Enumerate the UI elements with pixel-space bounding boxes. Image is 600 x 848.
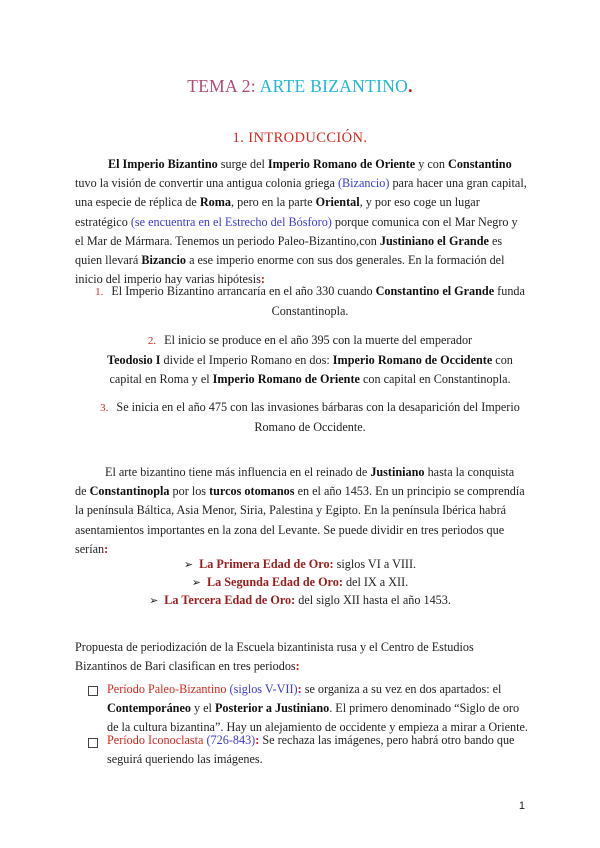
period-text: Se rechaza las imágenes, pero habrá otro bando que seguirá queriendo las imágenes. bbox=[107, 733, 515, 767]
hypothesis-term: Constantino el Grande bbox=[375, 284, 495, 298]
intro-paragraph bbox=[75, 155, 527, 289]
intro-text: a ese imperio enorme con sus dos generales. En la formación del inicio del imperio hay varias hipótesis bbox=[75, 253, 505, 287]
hypothesis-text: Romano de Occidente. bbox=[254, 420, 366, 435]
intro-text: tuvo la visión de convertir una antigua colonia griega bbox=[75, 176, 338, 191]
intro-text: porque comunica con el Mar Negro y el Mar de Mármara. Tenemos un periodo Paleo-Bizantino,con bbox=[75, 214, 518, 248]
influence-term: Constantinopla bbox=[89, 484, 170, 499]
period-text: y el bbox=[190, 701, 215, 716]
era-text: del IX a XII. bbox=[342, 575, 409, 589]
period-colon: : bbox=[255, 733, 260, 747]
intro-text: , pero en la parte bbox=[231, 195, 316, 210]
hypothesis-text: El inicio se produce en el año 395 con la muerte del emperador bbox=[164, 333, 473, 347]
intro-text: para hacer una gran capital, una especie de réplica de bbox=[75, 176, 527, 210]
influence-text: por los bbox=[169, 484, 210, 499]
hypothesis-term: Imperio Romano de Oriente bbox=[212, 372, 360, 387]
intro-term: Roma bbox=[199, 195, 232, 210]
hypothesis-item bbox=[80, 282, 540, 321]
intro-text: y con bbox=[415, 157, 449, 171]
intro-highlight: (se encuentra en el Estrecho del Bósforo) bbox=[130, 214, 332, 229]
proposal-paragraph bbox=[75, 638, 527, 676]
period-term: Posterior a Justiniano bbox=[214, 701, 330, 716]
section-heading: 1. INTRODUCCIÓN. bbox=[232, 130, 368, 146]
hypothesis-number: 2. bbox=[147, 335, 157, 347]
hypothesis-item bbox=[80, 398, 540, 437]
proposal-colon: : bbox=[295, 659, 300, 674]
period-label: Período Paleo-Bizantino bbox=[107, 682, 227, 696]
hypothesis-text: El Imperio Bizantino arrancaría en el año 330 cuando bbox=[111, 284, 376, 298]
period-range: (726-843) bbox=[206, 733, 256, 747]
era-label: La Primera Edad de Oro: bbox=[199, 557, 334, 571]
influence-term: Justiniano bbox=[370, 465, 425, 479]
hypothesis-number: 1. bbox=[95, 286, 104, 298]
arrow-bullet-icon: ➢ bbox=[149, 595, 159, 607]
period-label: Período Iconoclasta bbox=[107, 733, 204, 747]
era-label: La Tercera Edad de Oro: bbox=[164, 593, 296, 607]
hypothesis-text: capital en Roma y el bbox=[109, 372, 213, 387]
influence-colon: : bbox=[104, 541, 109, 556]
intro-text: surge del bbox=[217, 157, 268, 171]
checkbox-bullet-icon bbox=[88, 684, 100, 696]
intro-colon: : bbox=[260, 272, 265, 287]
era-item bbox=[0, 591, 600, 611]
intro-text: , y por eso coge un lugar estratégico bbox=[75, 195, 480, 229]
influence-term: turcos otomanos bbox=[209, 484, 295, 499]
influence-paragraph bbox=[75, 463, 527, 559]
hypothesis-number: 3. bbox=[100, 402, 109, 414]
hypothesis-item bbox=[85, 331, 535, 390]
hypothesis-text: divide el Imperio Romano en dos: bbox=[160, 353, 333, 368]
hypothesis-text: Se inicia en el año 475 con las invasiones bárbaras con la desaparición del Imperio bbox=[116, 400, 520, 414]
period-range: (siglos V-VII) bbox=[229, 682, 298, 696]
intro-text: es quien llevará bbox=[75, 233, 503, 268]
page-number: 1 bbox=[518, 800, 525, 812]
intro-term: Oriental bbox=[315, 195, 360, 210]
proposal-text: Propuesta de periodización de la Escuela bizantinista rusa y el Centro de Estudios Bizantinos de Bari clasifican en tres periodos bbox=[75, 640, 474, 674]
intro-highlight: (Bizancio) bbox=[337, 176, 390, 191]
era-label: La Segunda Edad de Oro: bbox=[206, 575, 343, 589]
intro-term: Constantino bbox=[448, 157, 512, 171]
title-dot: . bbox=[408, 76, 413, 96]
influence-text: en el año 1453. En un principio se comprendía la península Báltica, Asia Menor, Siria, Palestina y Egipto. En la península Ibérica habrá asentamientos importantes en la zona del Levante. Se puede dividir en tres periodos que serían bbox=[75, 484, 525, 556]
period-term: Contemporáneo bbox=[107, 701, 191, 716]
intro-term: Imperio Romano de Oriente bbox=[267, 157, 416, 171]
period-item bbox=[107, 680, 532, 738]
checkbox-bullet-icon bbox=[88, 736, 100, 748]
page-title bbox=[0, 76, 600, 97]
period-text: se organiza a su vez en dos apartados: el bbox=[301, 682, 502, 696]
arrow-bullet-icon: ➢ bbox=[183, 559, 194, 571]
intro-term: El Imperio Bizantino bbox=[108, 157, 218, 171]
period-item bbox=[107, 731, 532, 769]
arrow-bullet-icon: ➢ bbox=[191, 577, 201, 589]
influence-text: El arte bizantino tiene más influencia en el reinado de bbox=[105, 465, 371, 479]
hypothesis-text: funda bbox=[494, 284, 525, 298]
title-part1: TEMA 2: bbox=[187, 76, 256, 96]
intro-term: Justiniano el Grande bbox=[379, 233, 489, 248]
period-text: . El primero denominado “Siglo de oro de la cultura bizantina”. Hay un alejamiento de occidente y empieza a mirar a Oriente. bbox=[107, 701, 528, 735]
hypothesis-term: Imperio Romano de Occidente bbox=[332, 353, 493, 368]
influence-text: hasta la conquista de bbox=[75, 465, 515, 499]
hypothesis-term: Teodosio I bbox=[107, 353, 161, 368]
title-part2: ARTE BIZANTINO bbox=[259, 76, 409, 96]
hypothesis-text: con bbox=[492, 353, 513, 368]
period-colon: : bbox=[297, 682, 302, 696]
era-text: siglos VI a VIII. bbox=[333, 557, 417, 571]
hypothesis-text: Constantinopla. bbox=[271, 304, 349, 319]
intro-term: Bizancio bbox=[141, 253, 187, 268]
hypothesis-text: con capital en Constantinopla. bbox=[359, 372, 511, 387]
era-text: del siglo XII hasta el año 1453. bbox=[295, 593, 451, 607]
